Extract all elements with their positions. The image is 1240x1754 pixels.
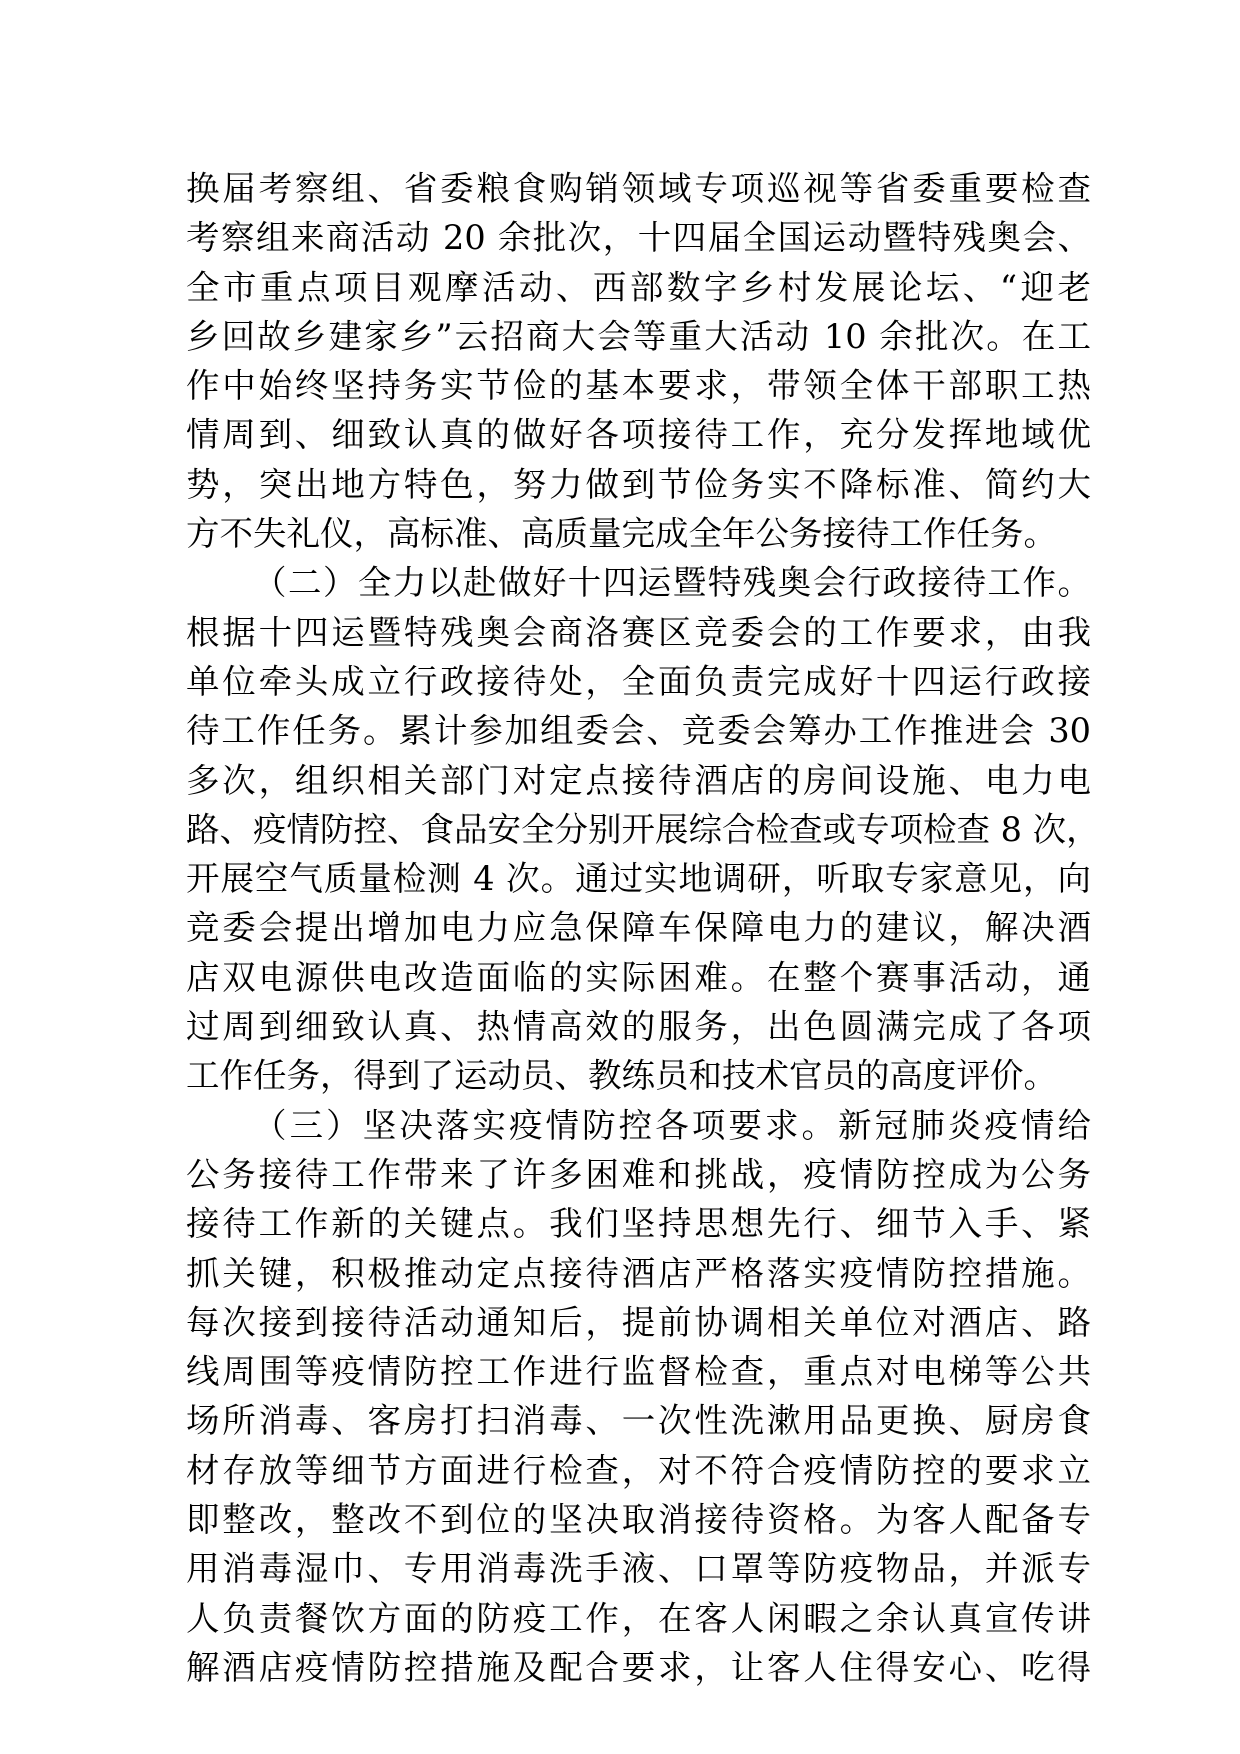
text-line: 接待工作新的关键点。我们坚持思想先行、细节入手、紧 — [186, 1204, 1091, 1244]
paragraph-end-line: 工作任务，得到了运动员、教练员和技术官员的高度评价。 — [186, 1056, 1057, 1096]
text-line: 用消毒湿巾、专用消毒洗手液、口罩等防疫物品，并派专 — [186, 1549, 1091, 1589]
text-line: 每次接到接待活动通知后，提前协调相关单位对酒店、路 — [186, 1302, 1091, 1342]
text-line: 单位牵头成立行政接待处，全面负责完成好十四运行政接 — [186, 661, 1091, 701]
text-line: 作中始终坚持务实节俭的基本要求，带领全体干部职工热 — [186, 366, 1091, 406]
text-line: 人负责餐饮方面的防疫工作，在客人闲暇之余认真宣传讲 — [186, 1598, 1091, 1638]
text-line: 情周到、细致认真的做好各项接待工作，充分发挥地域优 — [186, 415, 1091, 455]
text-line: 即整改，整改不到位的坚决取消接待资格。为客人配备专 — [186, 1500, 1091, 1540]
section-heading-line-3: （三）坚决落实疫情防控各项要求。新冠肺炎疫情给 — [253, 1105, 1091, 1145]
text-line: 抓关键，积极推动定点接待酒店严格落实疫情防控措施。 — [186, 1253, 1091, 1293]
text-line: 公务接待工作带来了许多困难和挑战，疫情防控成为公务 — [186, 1154, 1091, 1194]
text-line: 根据十四运暨特残奥会商洛赛区竞委会的工作要求，由我 — [186, 612, 1091, 652]
document-body — [186, 164, 1100, 1692]
text-line: 待工作任务。累计参加组委会、竞委会筹办工作推进会 30 — [186, 711, 1091, 751]
text-line: 线周围等疫情防控工作进行监督检查，重点对电梯等公共 — [186, 1352, 1091, 1392]
text-line: 竞委会提出增加电力应急保障车保障电力的建议，解决酒 — [186, 908, 1091, 948]
text-line: 考察组来商活动 20 余批次，十四届全国运动暨特残奥会、 — [186, 218, 1091, 258]
text-line: 全市重点项目观摩活动、西部数字乡村发展论坛、“迎老 — [186, 267, 1091, 307]
text-line: 势，突出地方特色，努力做到节俭务实不降标准、简约大 — [186, 464, 1091, 504]
text-line: 路、疫情防控、食品安全分别开展综合检查或专项检查 8 次， — [186, 809, 1100, 849]
text-line: 过周到细致认真、热情高效的服务，出色圆满完成了各项 — [186, 1007, 1091, 1047]
text-line: 解酒店疫情防控措施及配合要求，让客人住得安心、吃得 — [186, 1647, 1091, 1687]
text-line: 材存放等细节方面进行检查，对不符合疫情防控的要求立 — [186, 1450, 1091, 1490]
text-line: 乡回故乡建家乡”云招商大会等重大活动 10 余批次。在工 — [186, 316, 1091, 356]
text-line: 店双电源供电改造面临的实际困难。在整个赛事活动，通 — [186, 957, 1091, 997]
section-heading-line-2: （二）全力以赴做好十四运暨特残奥会行政接待工作。 — [253, 563, 1091, 603]
text-line: 换届考察组、省委粮食购销领域专项巡视等省委重要检查 — [186, 169, 1091, 208]
text-line: 场所消毒、客房打扫消毒、一次性洗漱用品更换、厨房食 — [186, 1401, 1091, 1441]
text-line: 多次，组织相关部门对定点接待酒店的房间设施、电力电 — [186, 760, 1091, 800]
text-line: 开展空气质量检测 4 次。通过实地调研，听取专家意见，向 — [186, 859, 1091, 899]
paragraph-end-line: 方不失礼仪，高标准、高质量完成全年公务接待工作任务。 — [186, 514, 1057, 554]
